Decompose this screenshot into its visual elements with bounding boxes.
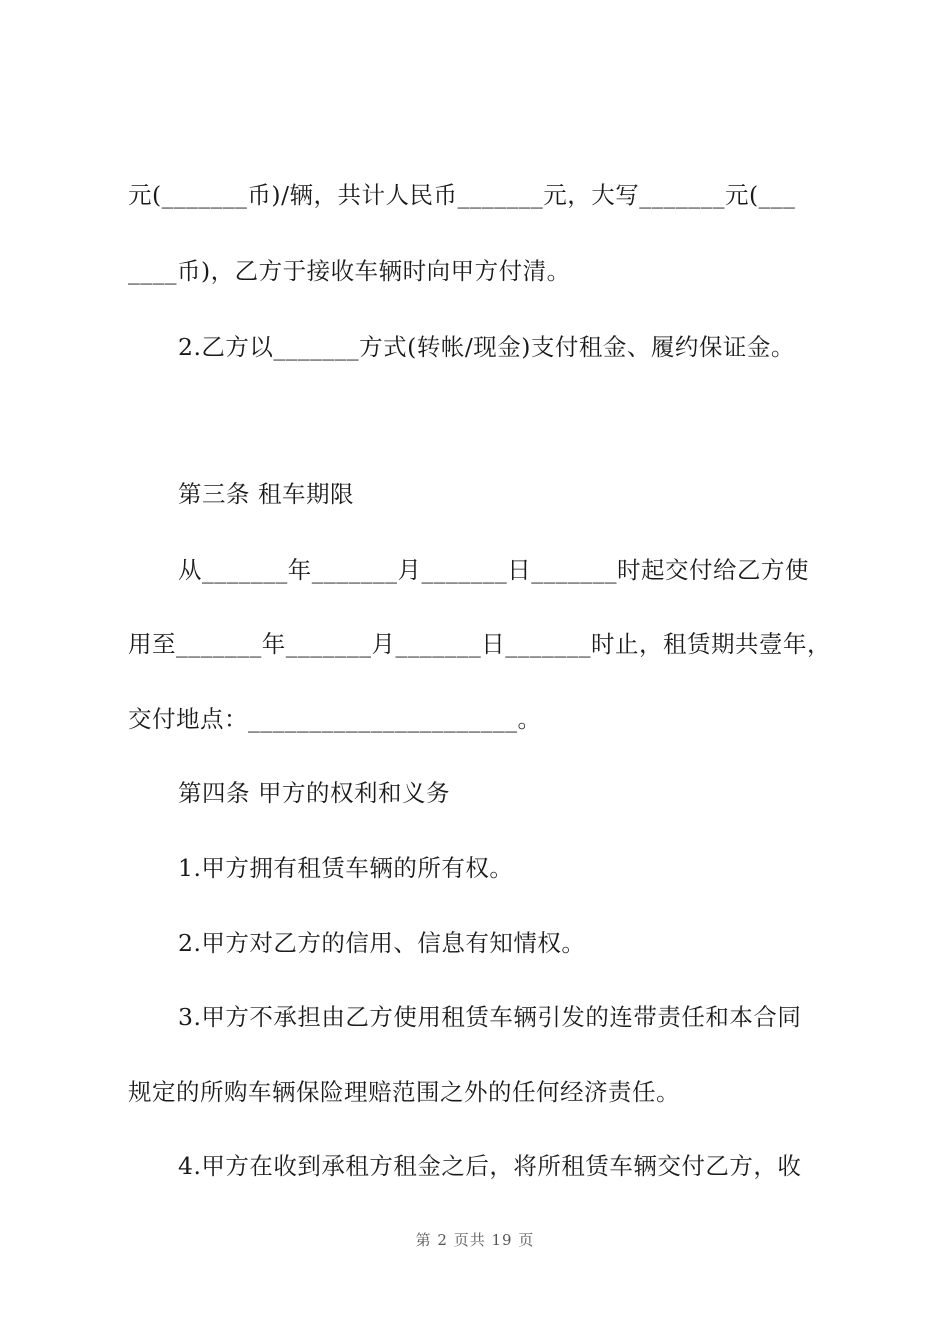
list-item: 1.甲方拥有租赁车辆的所有权。 [178, 854, 514, 882]
list-item: 3.甲方不承担由乙方使用租赁车辆引发的连带责任和本合同 [178, 1003, 802, 1031]
section-heading: 第三条 租车期限 [178, 480, 354, 508]
text-line: 从_______年_______月_______日_______时起交付给乙方使 [178, 556, 809, 584]
text-line: ____币)，乙方于接收车辆时向甲方付清。 [128, 257, 571, 285]
list-item: 4.甲方在收到承租方租金之后，将所租赁车辆交付乙方，收 [178, 1152, 802, 1180]
text-line: 用至_______年_______月_______日_______时止，租赁期共壹年， [128, 630, 831, 658]
text-line: 交付地点：______________________。 [128, 705, 542, 733]
text-line: 2.乙方以_______方式(转帐/现金)支付租金、履约保证金。 [178, 333, 795, 361]
text-line: 元(_______币)/辆，共计人民币_______元，大写_______元(___ [128, 181, 796, 209]
page-number-footer: 第 2 页共 19 页 [415, 1231, 535, 1249]
list-item: 2.甲方对乙方的信用、信息有知情权。 [178, 929, 586, 957]
section-heading: 第四条 甲方的权利和义务 [178, 779, 450, 807]
text-line: 规定的所购车辆保险理赔范围之外的任何经济责任。 [128, 1078, 680, 1106]
